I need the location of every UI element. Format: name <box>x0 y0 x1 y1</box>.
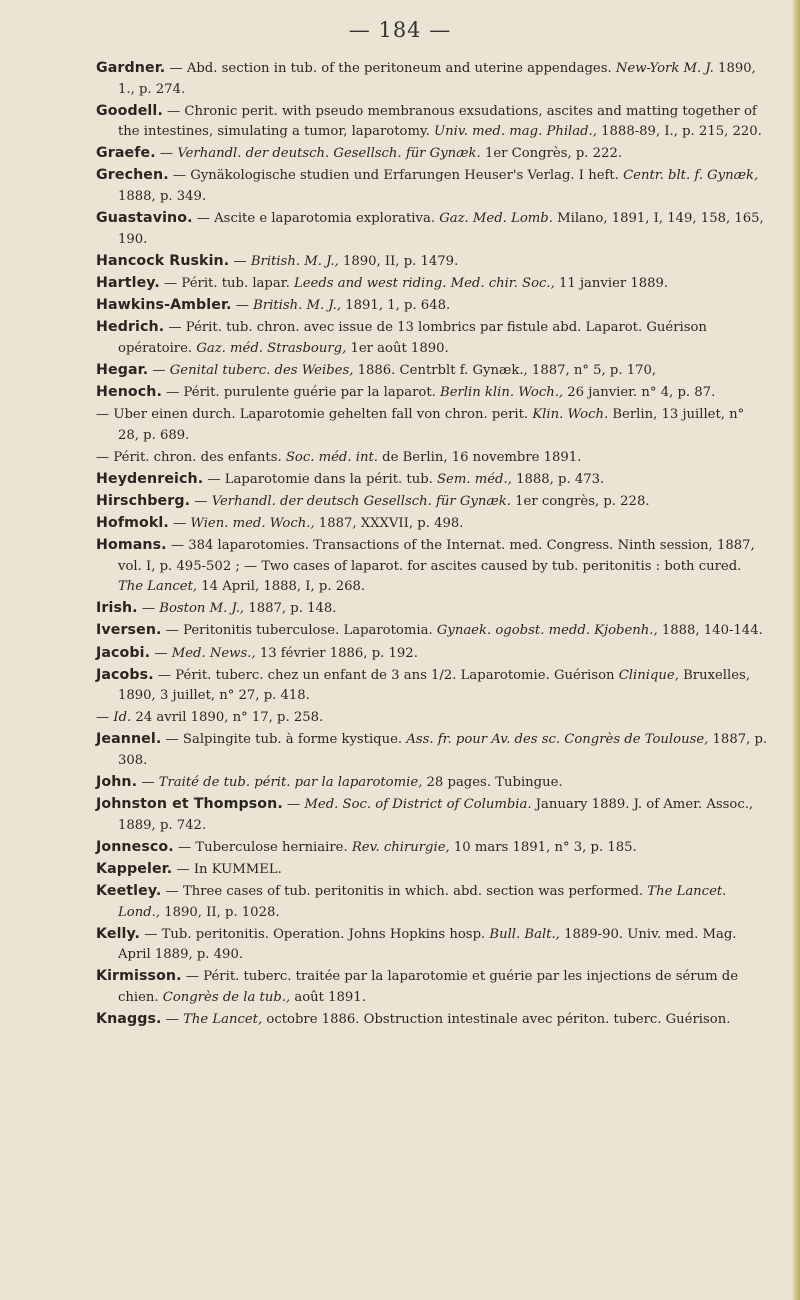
entry-tail: 1891, 1, p. 648. <box>341 298 451 314</box>
author-name: Hedrich. <box>96 319 165 336</box>
entry-source: Clinique, <box>618 667 679 683</box>
author-name: Graefe. <box>96 145 156 162</box>
author-name: Hegar. <box>96 361 149 378</box>
author-name: Keetley. <box>96 883 162 900</box>
author-name: Kappeler. <box>96 860 173 877</box>
entry-tail: 1887, XXXVII, p. 498. <box>314 515 464 531</box>
entry-source: Med. Soc. of District of Columbia. <box>304 797 532 813</box>
bibliography-entry <box>96 273 768 295</box>
entry-source: Sem. méd., <box>437 471 512 487</box>
bibliography-entry <box>96 491 768 513</box>
bibliography-entry <box>96 859 768 881</box>
entry-tail: octobre 1886. Obstruction intestinale avec périton. tuberc. Guérison. <box>262 1012 731 1028</box>
entry-text: — <box>137 601 160 617</box>
bibliography-entry <box>96 208 768 250</box>
bibliography-entry <box>96 513 768 535</box>
entry-text: — Peritonitis tuberculose. Laparotomia. <box>161 623 437 639</box>
author-name: Hawkins-Ambler. <box>96 297 232 314</box>
entry-text: — Chronic perit. with pseudo membranous exsudations, ascites and matting together of the intestines, simulating a tumor, laparotomy. <box>118 103 757 140</box>
entry-text: — Uber einen durch. Laparotomie gehelten fall von chron. perit. <box>96 407 533 422</box>
entry-tail: 26 janvier. n° 4, p. 87. <box>563 384 716 400</box>
bibliography-entry <box>96 966 768 1008</box>
bibliography-entry <box>96 729 768 771</box>
entry-source: Klin. Woch. <box>532 407 609 422</box>
entry-source: New-York M. J. <box>615 61 714 76</box>
bibliography-entry <box>96 469 768 491</box>
author-name: Grechen. <box>96 167 169 184</box>
entry-text: — Gynäkologische studien und Erfarungen Heuser's Verlag. I heft. <box>168 168 624 184</box>
entry-text: — Salpingite tub. à forme kystique. <box>161 732 407 748</box>
entry-text: — Tub. peritonitis. Operation. Johns Hopkins hosp. <box>140 926 490 942</box>
entry-source: Gaz. méd. Strasbourg, <box>196 340 347 356</box>
entry-tail: 1888, p. 349. <box>118 189 207 205</box>
bibliography-entry <box>96 837 768 859</box>
author-name: Guastavino. <box>96 210 193 227</box>
entry-tail: 1888, 140-144. <box>657 623 763 639</box>
entry-text: — In KUMMEL. <box>172 861 282 877</box>
entry-source: Genital tuberc. des Weibes, <box>169 362 354 378</box>
bibliography-entry <box>96 382 768 404</box>
bibliography-entry <box>96 924 768 966</box>
author-name: Hofmokl. <box>96 514 169 531</box>
author-name: Homans. <box>96 537 167 554</box>
entry-tail: 10 mars 1891, n° 3, p. 185. <box>449 839 637 855</box>
entry-text: — Périt. chron. des enfants. <box>96 449 286 465</box>
author-name: Hancock Ruskin. <box>96 252 230 269</box>
author-name: Jeannel. <box>96 731 162 748</box>
bibliography-entry <box>96 165 768 207</box>
bibliography-entry <box>96 665 768 707</box>
entry-tail: 1889-90. Univ. med. Mag. April 1889, p. 490. <box>118 926 737 963</box>
entry-tail: Berlin, 13 juillet, n° 28, p. 689. <box>118 407 745 443</box>
entry-text: — Laparotomie dans la périt. tub. <box>203 471 438 487</box>
entry-source: The Lancet. Lond., <box>118 884 727 920</box>
bibliography-entry <box>96 58 768 100</box>
author-name: Hirschberg. <box>96 492 191 509</box>
entry-text: — Périt. tuberc. chez un enfant de 3 ans 1/2. Laparotomie. Guérison <box>153 667 619 683</box>
entry-tail: 28 pages. Tubingue. <box>422 775 563 791</box>
bibliography-entry <box>96 1009 768 1031</box>
author-name: Jacobs. <box>96 666 154 683</box>
bibliography-entry <box>96 101 768 143</box>
entry-tail: Milano, 1891, I, 149, 158, 165, 190. <box>118 211 764 247</box>
entry-source: Verhandl. der deutsch Gesellsch. für Gynæk. <box>211 493 511 509</box>
entry-tail: Bruxelles, 1890, 3 juillet, n° 27, p. 418. <box>118 667 751 704</box>
bibliography-entry <box>96 251 768 273</box>
entry-source: Univ. med. mag. Philad., <box>434 124 597 140</box>
author-name: Knaggs. <box>96 1011 162 1028</box>
entry-text: — <box>161 1012 184 1028</box>
entry-source: The Lancet, <box>183 1012 263 1028</box>
bibliography-entry <box>96 772 768 794</box>
entry-text: — <box>282 797 305 813</box>
entry-source: Wien. med. Woch., <box>190 515 315 531</box>
entry-source: Med. News., <box>171 645 256 661</box>
bibliography-entry <box>96 881 768 923</box>
entry-text: — Périt. tub. chron. avec issue de 13 lombrics par fistule abd. Laparot. Guérison opératoire. <box>118 320 707 356</box>
entry-tail: 14 April, 1888, I, p. 268. <box>197 579 366 595</box>
entry-tail: 24 avril 1890, n° 17, p. 258. <box>131 710 324 726</box>
entry-source: Leeds and west riding. Med. chir. Soc., <box>293 275 555 291</box>
entry-source: Ass. fr. pour Av. des sc. Congrès de Toulouse, <box>406 732 709 748</box>
entry-tail: 1890, II, p. 1479. <box>338 253 459 269</box>
bibliography-entry <box>96 707 768 729</box>
entry-source: Rev. chirurgie, <box>351 839 450 855</box>
entry-tail: January 1889. J. of Amer. Assoc., 1889, p. 742. <box>118 797 754 833</box>
entry-source: British. M. J., <box>253 298 342 314</box>
entry-text: — <box>190 493 212 509</box>
entry-tail: 11 janvier 1889. <box>554 275 669 291</box>
entry-tail: août 1891. <box>290 990 366 1006</box>
entry-tail: 1er août 1890. <box>346 340 449 356</box>
author-name: Iversen. <box>96 622 162 639</box>
author-name: Jacobi. <box>96 644 151 661</box>
page-edge <box>792 0 800 1300</box>
entry-tail: 1er Congrès, p. 222. <box>480 146 623 162</box>
entry-source: The Lancet, <box>118 579 198 595</box>
bibliography-list <box>96 58 768 1031</box>
entry-text: — Périt. tuberc. traitée par la laparotomie et guérie par les injections de sérum de chien. <box>118 969 739 1006</box>
entry-text: — Ascite e laparotomia explorativa. <box>192 211 440 227</box>
entry-text: — Périt. purulente guérie par la laparot. <box>161 384 440 400</box>
entry-text: — <box>148 362 170 378</box>
entry-tail: 1887, p. 308. <box>118 732 768 768</box>
bibliography-entry <box>96 643 768 665</box>
author-name: Gardner. <box>96 60 166 76</box>
entry-tail: 1888, p. 473. <box>511 471 605 487</box>
entry-source: Soc. méd. int. <box>285 449 378 465</box>
entry-source: Congrès de la tub., <box>162 990 291 1006</box>
entry-source: Gynaek. ogobst. medd. Kjobenh., <box>436 623 658 639</box>
entry-source: Gaz. Med. Lomb. <box>439 211 553 227</box>
entry-source: Boston M. J., <box>159 601 245 617</box>
entry-tail: 1er congrès, p. 228. <box>510 493 650 509</box>
entry-text: — <box>96 710 114 726</box>
entry-text: — <box>155 146 178 162</box>
entry-tail: 1890, 1., p. 274. <box>118 61 756 97</box>
bibliography-entry <box>96 295 768 317</box>
entry-text: — <box>137 775 159 791</box>
author-name: Goodell. <box>96 102 163 119</box>
entry-text: — Périt. tub. lapar. <box>159 275 294 291</box>
author-name: Kirmisson. <box>96 968 182 985</box>
author-name: Jonnesco. <box>96 838 174 855</box>
entry-source: Traité de tub. périt. par la laparotomie, <box>158 775 423 791</box>
bibliography-entry <box>96 447 768 469</box>
page-number: — 184 — <box>348 18 452 42</box>
entry-text: — <box>231 298 254 314</box>
author-name: Johnston et Thompson. <box>96 796 283 813</box>
entry-source: British. M. J., <box>250 253 339 269</box>
bibliography-entry <box>96 360 768 382</box>
bibliography-entry <box>96 620 768 642</box>
entry-text: — Tuberculose herniaire. <box>173 839 352 855</box>
entry-source: Id. <box>113 710 132 726</box>
author-name: Irish. <box>96 600 138 617</box>
entry-text: — <box>150 645 172 661</box>
bibliography-entry <box>96 143 768 165</box>
entry-tail: 1888-89, I., p. 215, 220. <box>596 124 762 140</box>
entry-source: Verhandl. der deutsch. Gesellsch. für Gynæk. <box>177 146 481 162</box>
bibliography-entry <box>96 598 768 620</box>
entry-text: — <box>168 515 191 531</box>
entry-tail: 1886. Centrblt f. Gynæk., 1887, n° 5, p. 170, <box>353 362 657 378</box>
entry-text: — 384 laparotomies. Transactions of the Internat. med. Congress. Ninth session, 1887, vol. I, p. 495-502 ; — Two cases of laparot. for ascites caused by tub. peritonitis : both cured. <box>118 538 755 574</box>
entry-source: Centr. blt. f. Gynæk, <box>623 168 759 184</box>
entry-tail: 1890, II, p. 1028. <box>160 904 280 920</box>
bibliography-entry <box>96 317 768 359</box>
bibliography-entry <box>96 535 768 598</box>
entry-text: — Abd. section in tub. of the peritoneum and uterine appendages. <box>165 61 616 76</box>
author-name: Heydenreich. <box>96 470 204 487</box>
entry-tail: 13 février 1886, p. 192. <box>255 645 418 661</box>
entry-source: Berlin klin. Woch., <box>440 384 564 400</box>
entry-text: — Three cases of tub. peritonitis in which. abd. section was performed. <box>161 884 648 900</box>
entry-text: — <box>229 253 251 269</box>
bibliography-entry <box>96 404 768 446</box>
entry-tail: de Berlin, 16 novembre 1891. <box>377 449 582 465</box>
entry-source: Bull. Balt., <box>489 926 560 942</box>
bibliography-entry <box>96 794 768 836</box>
entry-tail: 1887, p. 148. <box>244 601 337 617</box>
author-name: John. <box>96 774 138 791</box>
author-name: Kelly. <box>96 925 141 942</box>
author-name: Henoch. <box>96 383 162 400</box>
author-name: Hartley. <box>96 274 160 291</box>
